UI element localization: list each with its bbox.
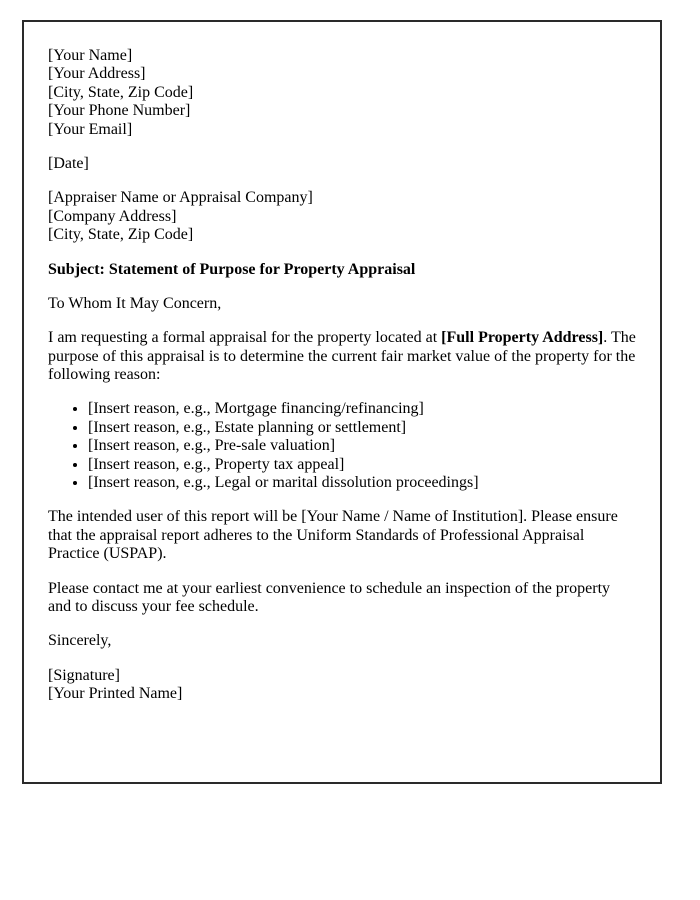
sender-address: [Your Address]: [48, 65, 146, 83]
sender-address-block: [48, 47, 636, 139]
signature-block: [48, 667, 636, 704]
reason-item-tax-appeal: • [Insert reason, e.g., Property tax appeal]: [88, 456, 636, 474]
closing: Sincerely,: [48, 632, 112, 650]
sender-email: [Your Email]: [48, 120, 133, 138]
recipient-address-block: [48, 189, 636, 244]
printed-name-placeholder: [Your Printed Name]: [48, 685, 183, 703]
reason-item-legal: • [Insert reason, e.g., Legal or marital dissolution proceedings]: [88, 474, 636, 492]
recipient-city-state-zip: [City, State, Zip Code]: [48, 226, 194, 244]
intro-paragraph: [48, 329, 636, 384]
subject-line: Subject: Statement of Purpose for Property Appraisal: [48, 260, 416, 278]
salutation: To Whom It May Concern,: [48, 294, 222, 312]
sender-phone: [Your Phone Number]: [48, 102, 191, 120]
sender-city-state-zip: [City, State, Zip Code]: [48, 83, 194, 101]
intended-user-paragraph: The intended user of this report will be [Your Name / Name of Institution]. Please ensure that the appraisal report adheres to the Uniform Standards of Professional Appraisal Practice (USPAP).: [48, 508, 618, 563]
property-address-placeholder: [Full Property Address]: [441, 329, 604, 347]
reason-item-mortgage: • [Insert reason, e.g., Mortgage financing/refinancing]: [88, 400, 636, 418]
intro-text-before: I am requesting a formal appraisal for the property located at: [48, 329, 442, 347]
signature-placeholder: [Signature]: [48, 666, 120, 684]
recipient-company-address: [Company Address]: [48, 207, 177, 225]
intro-text-after: . The purpose of this appraisal is to determine the current fair market value of the property for the following reason:: [48, 329, 636, 384]
letter-page: [22, 20, 662, 784]
date-line: [Date]: [48, 154, 89, 172]
recipient-name: [Appraiser Name or Appraisal Company]: [48, 189, 313, 207]
reason-item-estate: • [Insert reason, e.g., Estate planning or settlement]: [88, 419, 636, 437]
reason-item-presale: • [Insert reason, e.g., Pre-sale valuation]: [88, 437, 636, 455]
reasons-list: [48, 400, 636, 492]
sender-name: [Your Name]: [48, 47, 133, 64]
contact-paragraph: Please contact me at your earliest convenience to schedule an inspection of the property and to discuss your fee schedule.: [48, 579, 611, 615]
